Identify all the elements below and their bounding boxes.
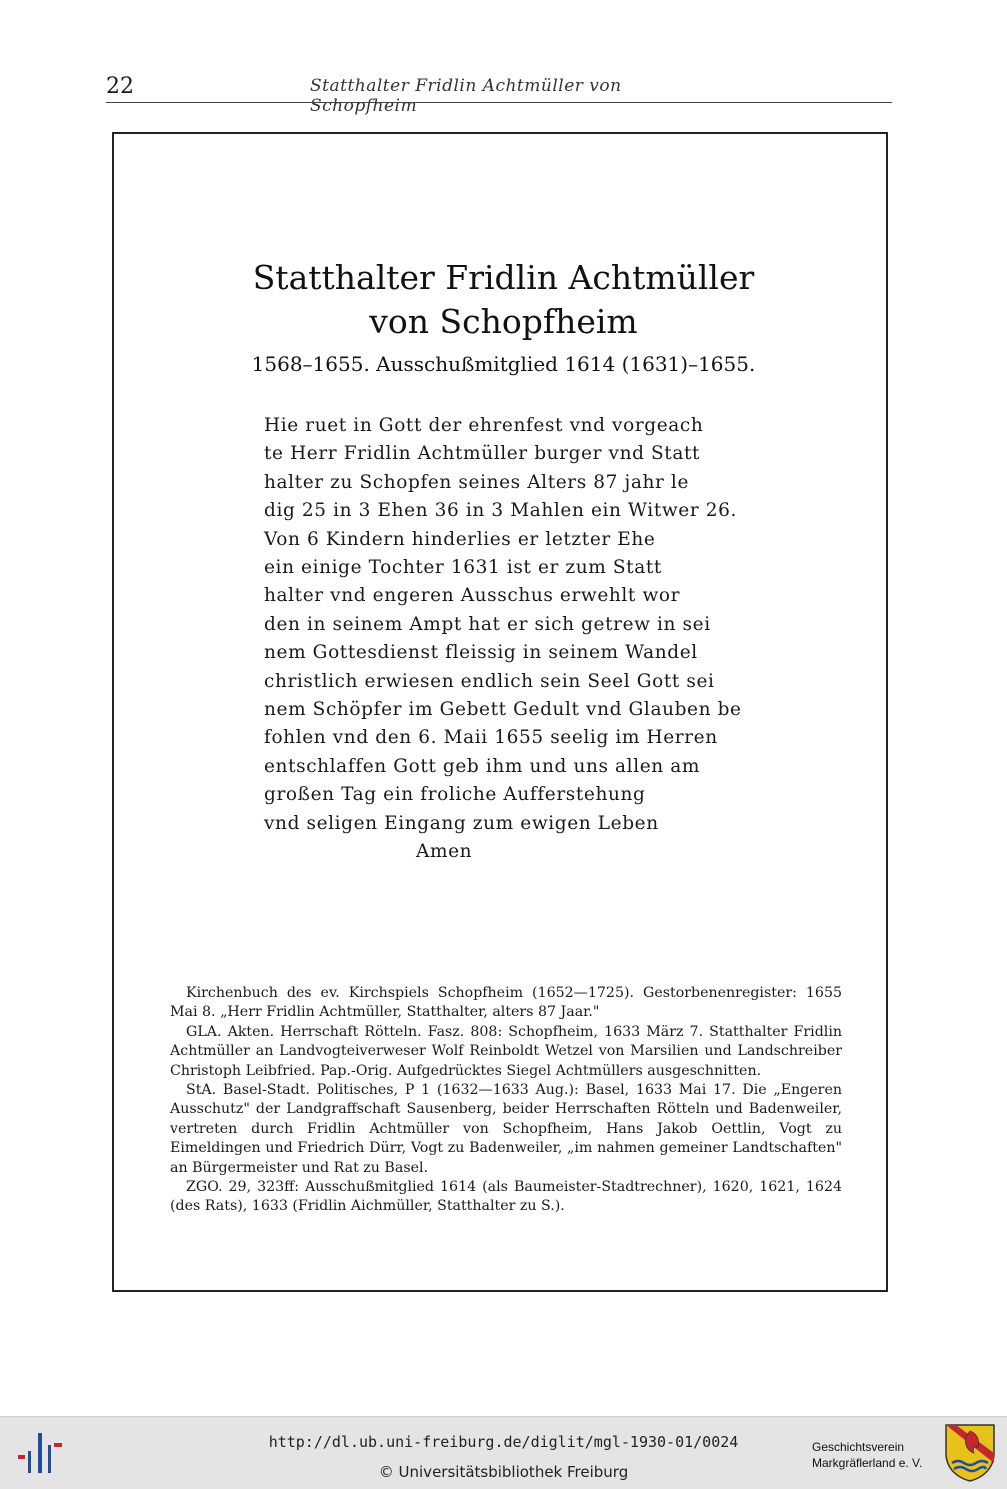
source-note: Kirchenbuch des ev. Kirchspiels Schopfheim (1652—1725). Gestorbenenregister: 1655 Mai 8. „Herr Fridlin Achtmüller, Statthalter, alters 87 Jaar." — [170, 985, 842, 1021]
title-line-2: von Schopfheim — [369, 302, 638, 341]
subtitle: 1568–1655. Ausschußmitglied 1614 (1631)–1655. — [251, 352, 756, 376]
source-note: GLA. Akten. Herrschaft Rötteln. Fasz. 808: Schopfheim, 1633 März 7. Statthalter Fridlin Achtmüller an Landvogteiverweser Wolf Reinboldt Wetzel von Marsilien und Landschreiber Christoph Leibfried. Pap.-Orig. Aufgedrücktes Siegel Achtmüllers ausgeschnitten. — [170, 1023, 842, 1079]
footer-bar — [0, 1416, 1007, 1489]
source-notes — [170, 984, 842, 1217]
inscription-line: Von 6 Kindern hinderlies er letzter Ehe — [264, 528, 656, 550]
inscription-line: den in seinem Ampt hat er sich getrew in sei — [264, 613, 711, 635]
copyright-text: © Universitätsbibliothek Freiburg — [378, 1463, 629, 1481]
source-note: ZGO. 29, 323ff: Ausschußmitglied 1614 (als Baumeister-Stadtrechner), 1620, 1621, 1624 (des Rats), 1633 (Fridlin Aichmüller, Statthalter zu S.). — [170, 1179, 842, 1215]
source-note: StA. Basel-Stadt. Politisches, P 1 (1632—1633 Aug.): Basel, 1633 Mai 17. Die „Engeren Ausschutz" der Landgraffschaft Sausenberg, beider Herrschaften Rötteln und Badenweiler, vertreten durch Fridlin Achtmüller von Schopfheim, Hans Jakob Oettlin, Vogt zu Eimeldingen und Friedrich Dürr, Vogt zu Badenweiler, „im nahmen gemeiner Landtschaften" an Bürgermeister und Rat zu Basel. — [170, 1082, 842, 1176]
inscription-line: ein einige Tochter 1631 ist er zum Statt — [264, 557, 662, 579]
inscription-line: te Herr Fridlin Achtmüller burger vnd Statt — [264, 443, 701, 465]
inscription-line: nem Schöpfer im Gebett Gedult vnd Glauben be — [264, 699, 742, 721]
coat-of-arms-icon — [944, 1423, 996, 1483]
inscription-line: großen Tag ein froliche Aufferstehung — [264, 784, 646, 806]
inscription-line: christlich erwiesen endlich sein Seel Gott sei — [264, 670, 715, 692]
inscription-line: fohlen vnd den 6. Maii 1655 seelig im Herren — [264, 727, 718, 749]
title-line-1: Statthalter Fridlin Achtmüller — [252, 258, 755, 297]
page-number: 22 — [106, 74, 134, 99]
inscription — [264, 412, 784, 867]
page-title — [0, 256, 1007, 344]
inscription-amen: Amen — [416, 841, 473, 863]
inscription-line: Hie ruet in Gott der ehrenfest vnd vorgeach — [264, 415, 704, 436]
society-label — [812, 1439, 952, 1471]
society-name-line-2: Markgräflerland e. V. — [812, 1456, 923, 1470]
header-rule — [106, 102, 892, 103]
inscription-line: entschlaffen Gott geb ihm und uns allen am — [264, 755, 701, 777]
inscription-line: vnd seligen Eingang zum ewigen Leben — [264, 812, 659, 834]
inscription-line: nem Gottesdienst fleissig in seinem Wandel — [264, 642, 698, 664]
inscription-line: halter vnd engeren Ausschus erwehlt wor — [264, 585, 681, 607]
inscription-line: dig 25 in 3 Ehen 36 in 3 Mahlen ein Witwer 26. — [264, 500, 737, 522]
document-url-link[interactable]: http://dl.ub.uni-freiburg.de/diglit/mgl-1930-01/0024 — [268, 1433, 739, 1451]
society-name-line-1: Geschichtsverein — [812, 1440, 905, 1454]
inscription-line: halter zu Schopfen seines Alters 87 jahr le — [264, 471, 689, 493]
running-head: Statthalter Fridlin Achtmüller von Schopfheim — [310, 76, 622, 116]
